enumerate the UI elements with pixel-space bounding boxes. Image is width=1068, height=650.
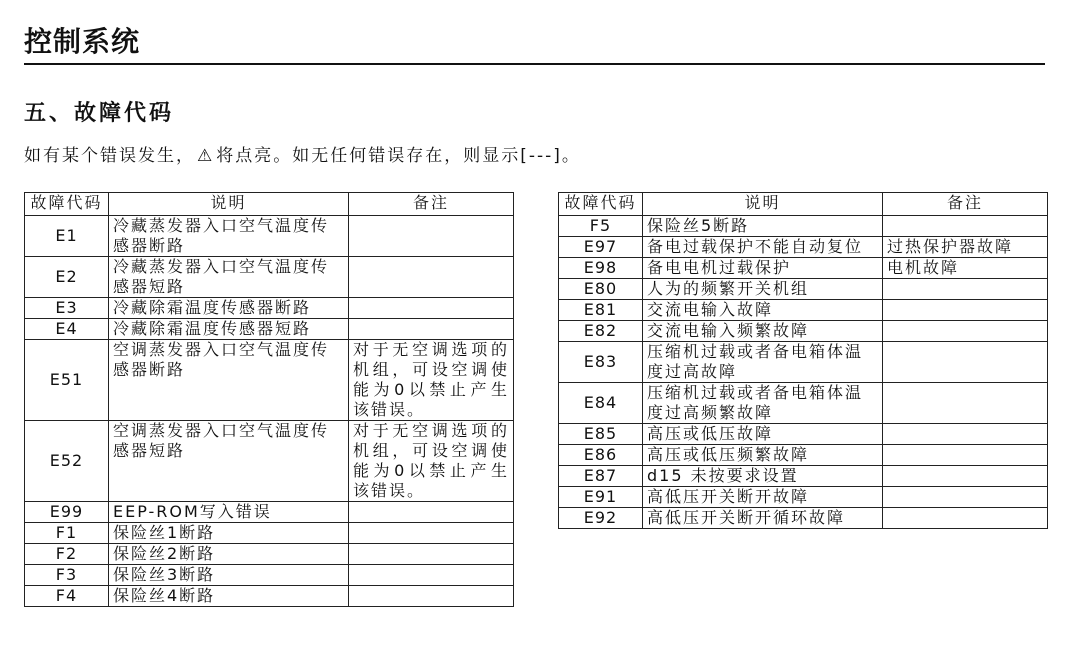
fault-code-cell: F3 (25, 565, 109, 586)
table-row (25, 565, 514, 586)
intro-text-before: 如有某个错误发生， (24, 146, 195, 166)
fault-code-cell: F2 (25, 544, 109, 565)
fault-code-cell: E98 (559, 258, 643, 279)
fault-code-cell: E86 (559, 445, 643, 466)
note-cell (349, 319, 514, 340)
description-cell: 人为的频繁开关机组 (643, 279, 883, 300)
fault-code-cell: E82 (559, 321, 643, 342)
note-cell (349, 544, 514, 565)
description-cell: 备电过载保护不能自动复位 (643, 237, 883, 258)
fault-code-cell: E3 (25, 298, 109, 319)
description-cell: 冷藏蒸发器入口空气温度传感器断路 (109, 216, 349, 257)
table-row (559, 279, 1048, 300)
note-cell (883, 424, 1048, 445)
note-cell: 对于无空调选项的机组，可设空调使能为0以禁止产生该错误。 (349, 421, 514, 502)
fault-code-cell: F4 (25, 586, 109, 607)
table-row (25, 502, 514, 523)
table-row (559, 383, 1048, 424)
fault-code-cell: F5 (559, 216, 643, 237)
fault-code-cell: E85 (559, 424, 643, 445)
fault-code-table-left (24, 192, 514, 607)
description-cell: 保险丝1断路 (109, 523, 349, 544)
fault-code-cell: E99 (25, 502, 109, 523)
header-desc: 说明 (643, 193, 883, 216)
note-cell (349, 586, 514, 607)
description-cell: 冷藏蒸发器入口空气温度传感器短路 (109, 257, 349, 298)
table-row (559, 487, 1048, 508)
fault-code-cell: E92 (559, 508, 643, 529)
header-code: 故障代码 (25, 193, 109, 216)
note-cell (883, 216, 1048, 237)
fault-code-cell: E4 (25, 319, 109, 340)
note-cell (883, 342, 1048, 383)
note-cell (349, 298, 514, 319)
fault-code-cell: E1 (25, 216, 109, 257)
description-cell: 保险丝3断路 (109, 565, 349, 586)
fault-code-table-right (558, 192, 1048, 529)
note-cell (883, 508, 1048, 529)
header-note: 备注 (883, 193, 1048, 216)
description-cell: 交流电输入故障 (643, 300, 883, 321)
warning-triangle-icon: ⚠ (197, 146, 215, 166)
fault-code-cell: E2 (25, 257, 109, 298)
table-row (559, 300, 1048, 321)
description-cell: 冷藏除霜温度传感器短路 (109, 319, 349, 340)
table-header-row (25, 193, 514, 216)
description-cell: 空调蒸发器入口空气温度传感器短路 (109, 421, 349, 502)
table-row (25, 257, 514, 298)
note-cell (349, 565, 514, 586)
note-cell (349, 502, 514, 523)
note-cell (883, 321, 1048, 342)
table-row (25, 523, 514, 544)
note-cell: 对于无空调选项的机组，可设空调使能为0以禁止产生该错误。 (349, 340, 514, 421)
note-cell (349, 523, 514, 544)
note-cell (883, 279, 1048, 300)
intro-text-after: 将点亮。如无任何错误存在，则显示[---]。 (216, 146, 581, 166)
table-row (559, 445, 1048, 466)
section-title: 控制系统 (24, 25, 141, 58)
table-row (559, 424, 1048, 445)
table-row (25, 421, 514, 502)
description-cell: 压缩机过载或者备电箱体温度过高频繁故障 (643, 383, 883, 424)
description-cell: 保险丝4断路 (109, 586, 349, 607)
title-divider (24, 63, 1045, 65)
description-cell: 交流电输入频繁故障 (643, 321, 883, 342)
note-cell (349, 216, 514, 257)
note-cell (883, 300, 1048, 321)
fault-code-cell: E91 (559, 487, 643, 508)
table-header-row (559, 193, 1048, 216)
fault-code-cell: E97 (559, 237, 643, 258)
description-cell: 保险丝2断路 (109, 544, 349, 565)
description-cell: 压缩机过载或者备电箱体温度过高故障 (643, 342, 883, 383)
fault-code-cell: F1 (25, 523, 109, 544)
fault-code-cell: E83 (559, 342, 643, 383)
description-cell: 高压或低压故障 (643, 424, 883, 445)
table-row (25, 586, 514, 607)
description-cell: 高低压开关断开循环故障 (643, 508, 883, 529)
table-row (25, 216, 514, 257)
note-cell (883, 466, 1048, 487)
table-row (25, 319, 514, 340)
table-row (25, 544, 514, 565)
note-cell: 过热保护器故障 (883, 237, 1048, 258)
sub-title: 五、故障代码 (24, 101, 175, 126)
description-cell: EEP-ROM写入错误 (109, 502, 349, 523)
description-cell: d15 未按要求设置 (643, 466, 883, 487)
header-note: 备注 (349, 193, 514, 216)
description-cell: 高压或低压频繁故障 (643, 445, 883, 466)
note-cell (349, 257, 514, 298)
fault-code-cell: E87 (559, 466, 643, 487)
header-desc: 说明 (109, 193, 349, 216)
table-row (25, 298, 514, 319)
note-cell: 电机故障 (883, 258, 1048, 279)
table-row (559, 216, 1048, 237)
description-cell: 备电电机过载保护 (643, 258, 883, 279)
description-cell: 空调蒸发器入口空气温度传感器断路 (109, 340, 349, 421)
fault-code-cell: E81 (559, 300, 643, 321)
table-row (559, 342, 1048, 383)
description-cell: 保险丝5断路 (643, 216, 883, 237)
description-cell: 高低压开关断开故障 (643, 487, 883, 508)
fault-code-cell: E52 (25, 421, 109, 502)
table-row (559, 237, 1048, 258)
table-row (559, 466, 1048, 487)
intro-text (24, 141, 581, 166)
fault-code-cell: E84 (559, 383, 643, 424)
header-code: 故障代码 (559, 193, 643, 216)
table-row (559, 258, 1048, 279)
fault-code-cell: E51 (25, 340, 109, 421)
table-row (559, 321, 1048, 342)
description-cell: 冷藏除霜温度传感器断路 (109, 298, 349, 319)
table-row (25, 340, 514, 421)
note-cell (883, 383, 1048, 424)
fault-code-cell: E80 (559, 279, 643, 300)
note-cell (883, 487, 1048, 508)
table-row (559, 508, 1048, 529)
note-cell (883, 445, 1048, 466)
